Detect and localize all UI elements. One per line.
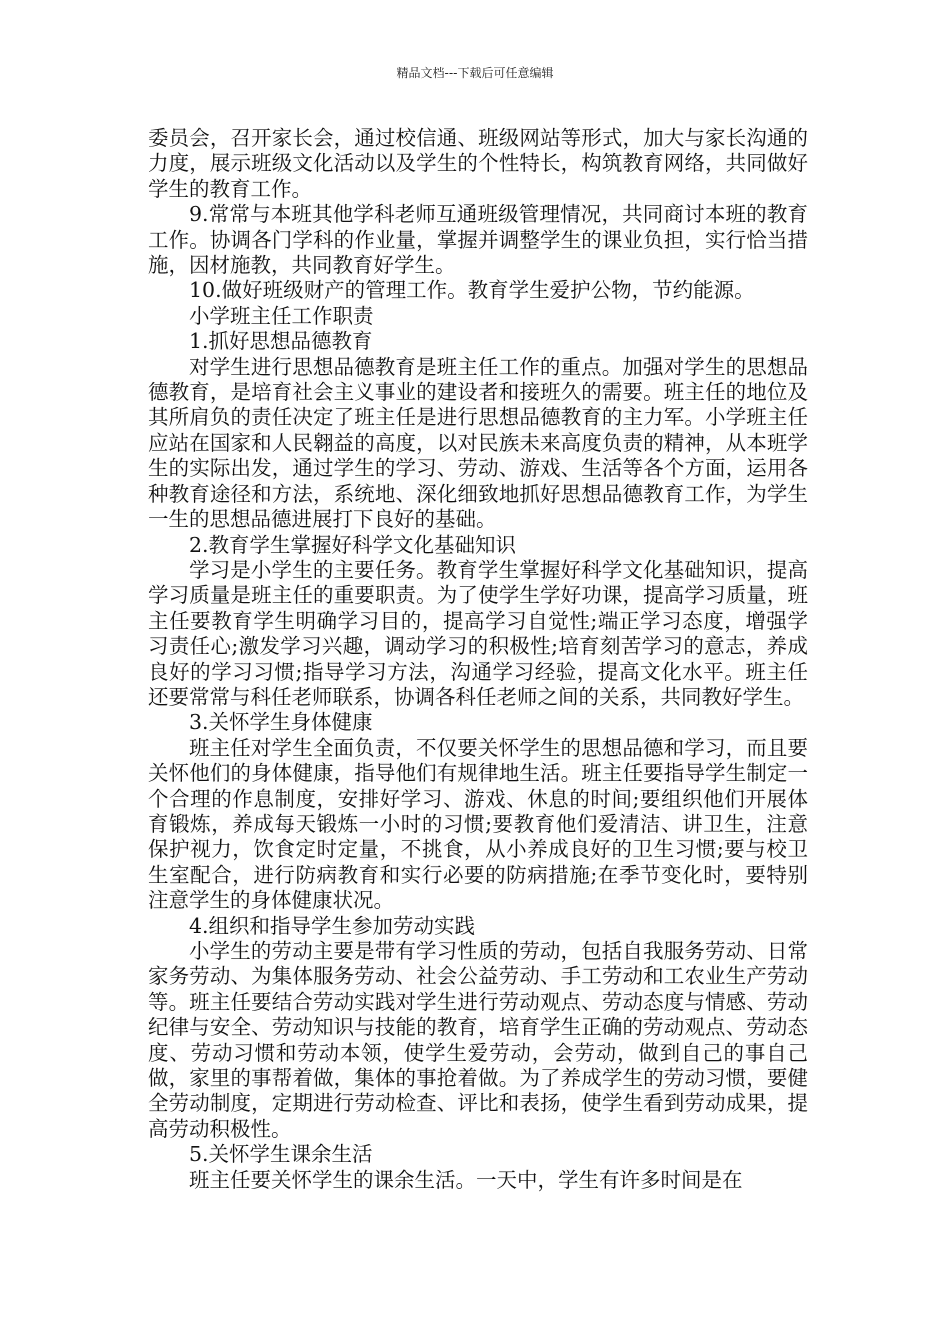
- paragraph: 9.常常与本班其他学科老师互通班级管理情况，共同商讨本班的教育工作。协调各门学科的作业量，掌握并调整学生的课业负担，实行恰当措施，因材施教，共同教育好学生。: [148, 202, 808, 278]
- paragraph: 班主任要关怀学生的课余生活。一天中，学生有许多时间是在: [189, 1167, 743, 1192]
- paragraph: 委员会，召开家长会，通过校信通、班级网站等形式，加大与家长沟通的力度，展示班级文化活动以及学生的个性特长，构筑教育网络，共同做好学生的教育工作。: [148, 126, 808, 201]
- item-heading: 4.组织和指导学生参加劳动实践: [189, 913, 476, 938]
- paragraph: 10.做好班级财产的管理工作。教育学生爱护公物，节约能源。: [189, 278, 755, 303]
- page-header: 精品文档---下载后可任意编辑: [396, 66, 554, 80]
- paragraph: 小学生的劳动主要是带有学习性质的劳动，包括自我服务劳动、日常家务劳动、为集体服务劳动、社会公益劳动、手工劳动和工农业生产劳动等。班主任要结合劳动实践对学生进行劳动观点、劳动态度与情感、劳动纪律与安全、劳动知识与技能的教育，培育学生正确的劳动观点、劳动态度、劳动习惯和劳动本领，使学生爱劳动，会劳动，做到自己的事自己做，家里的事帮着做，集体的事抢着做。为了养成学生的劳动习惯，要健全劳动制度，定期进行劳动检查、评比和表扬，使学生看到劳动成果，提高劳动积极性。: [148, 939, 808, 1141]
- paragraph: 班主任对学生全面负责，不仅要关怀学生的思想品德和学习，而且要关怀他们的身体健康，指导他们有规律地生活。班主任要指导学生制定一个合理的作息制度，安排好学习、游戏、休息的时间;要组织他们开展体育锻炼，养成每天锻炼一小时的习惯;要教育他们爱清洁、讲卫生，注意保护视力，饮食定时定量，不挑食，从小养成良好的卫生习惯;要与校卫生室配合，进行防病教育和实行必要的防病措施;在季节变化时，要特别注意学生的身体健康状况。: [148, 735, 808, 913]
- item-heading: 2.教育学生掌握好科学文化基础知识: [189, 532, 517, 557]
- item-heading: 3.关怀学生身体健康: [189, 710, 373, 735]
- item-heading: 5.关怀学生课余生活: [189, 1142, 373, 1167]
- paragraph: 学习是小学生的主要任务。教育学生掌握好科学文化基础知识，提高学习质量是班主任的重要职责。为了使学生学好功课，提高学习质量，班主任要教育学生明确学习目的，提高学习自觉性;端正学习态度，增强学习责任心;激发学习兴趣，调动学习的积极性;培育刻苦学习的意志，养成良好的学习习惯;指导学习方法，沟通学习经验，提高文化水平。班主任还要常常与科任老师联系，协调各科任老师之间的关系，共同教好学生。: [148, 557, 808, 709]
- document-body: [148, 126, 808, 1193]
- item-heading: 1.抓好思想品德教育: [189, 329, 373, 354]
- paragraph: 对学生进行思想品德教育是班主任工作的重点。加强对学生的思想品德教育，是培育社会主义事业的建设者和接班久的需要。班主任的地位及其所肩负的责任决定了班主任是进行思想品德教育的主力军。小学班主任应站在国家和人民翱益的高度，以对民族未来高度负责的精神，从本班学生的实际出发，通过学生的学习、劳动、游戏、生活等各个方面，运用各种教育途径和方法，系统地、深化细致地抓好思想品德教育工作，为学生一生的思想品德进展打下良好的基础。: [148, 354, 808, 532]
- section-heading: 小学班主任工作职责: [189, 303, 374, 328]
